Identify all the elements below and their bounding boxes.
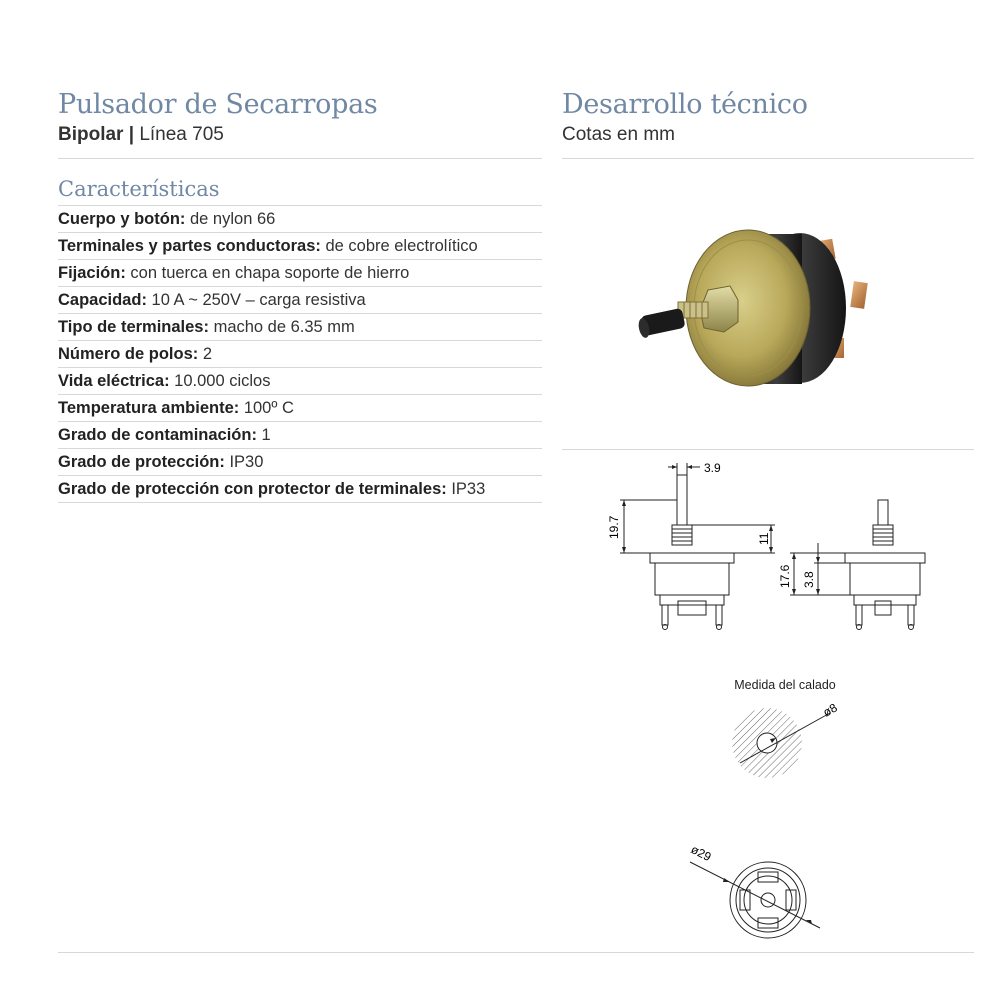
- product-subtitle: [58, 122, 542, 148]
- feature-value: IP30: [224, 453, 264, 471]
- feature-value: 100º C: [239, 399, 294, 417]
- divider: [562, 158, 974, 159]
- cutout-drawing: [720, 695, 840, 785]
- feature-item: [58, 259, 542, 286]
- product-type: Bipolar |: [58, 124, 135, 145]
- dim-flange-height: 3.8: [802, 571, 816, 588]
- feature-label: Grado de protección con protector de terminales:: [58, 480, 447, 498]
- feature-label: Temperatura ambiente:: [58, 399, 240, 417]
- dim-outer-diameter: ø29: [688, 842, 714, 865]
- divider: [58, 158, 542, 159]
- dim-body-height: 17.6: [778, 564, 792, 588]
- divider: [562, 449, 974, 450]
- technical-section: [562, 88, 974, 159]
- product-info: [58, 88, 542, 503]
- feature-value: macho de 6.35 mm: [208, 318, 355, 336]
- feature-value: 2: [198, 345, 213, 363]
- features-heading: Características: [58, 177, 220, 201]
- feature-item: [58, 448, 542, 475]
- feature-label: Cuerpo y botón:: [58, 210, 186, 228]
- feature-item: [58, 421, 542, 448]
- feature-label: Grado de protección:: [58, 453, 225, 471]
- technical-title: Desarrollo técnico: [562, 89, 808, 120]
- dim-hole-diameter: ø8: [820, 700, 840, 720]
- feature-value: con tuerca en chapa soporte de hierro: [125, 264, 410, 282]
- product-line: Línea 705: [134, 124, 224, 145]
- feature-item: [58, 313, 542, 340]
- feature-label: Grado de contaminación:: [58, 426, 257, 444]
- feature-label: Terminales y partes conductoras:: [58, 237, 321, 255]
- feature-value: 10 A ~ 250V – carga resistiva: [146, 291, 366, 309]
- product-photo: [620, 210, 880, 410]
- product-title: Pulsador de Secarropas: [58, 89, 378, 120]
- feature-item: [58, 340, 542, 367]
- feature-value: IP33: [446, 480, 486, 498]
- feature-item: [58, 475, 542, 503]
- front-view-drawing: [680, 840, 840, 950]
- feature-item: [58, 367, 542, 394]
- technical-drawing: [590, 455, 970, 645]
- calado-label: Medida del calado: [734, 678, 836, 692]
- feature-item: [58, 205, 542, 232]
- feature-value: de nylon 66: [185, 210, 276, 228]
- feature-label: Fijación:: [58, 264, 126, 282]
- features-list: [58, 205, 542, 503]
- dim-button-width: 3.9: [704, 461, 721, 475]
- feature-label: Número de polos:: [58, 345, 199, 363]
- feature-value: 1: [256, 426, 271, 444]
- technical-subtitle: Cotas en mm: [562, 124, 675, 145]
- divider: [58, 952, 974, 953]
- feature-item: [58, 286, 542, 313]
- dim-height-total: 19.7: [607, 515, 621, 539]
- feature-value: 10.000 ciclos: [169, 372, 271, 390]
- feature-item: [58, 232, 542, 259]
- feature-item: [58, 394, 542, 421]
- feature-label: Vida eléctrica:: [58, 372, 170, 390]
- dim-thread-height: 11: [757, 532, 771, 545]
- feature-value: de cobre electrolítico: [320, 237, 478, 255]
- feature-label: Capacidad:: [58, 291, 147, 309]
- feature-label: Tipo de terminales:: [58, 318, 209, 336]
